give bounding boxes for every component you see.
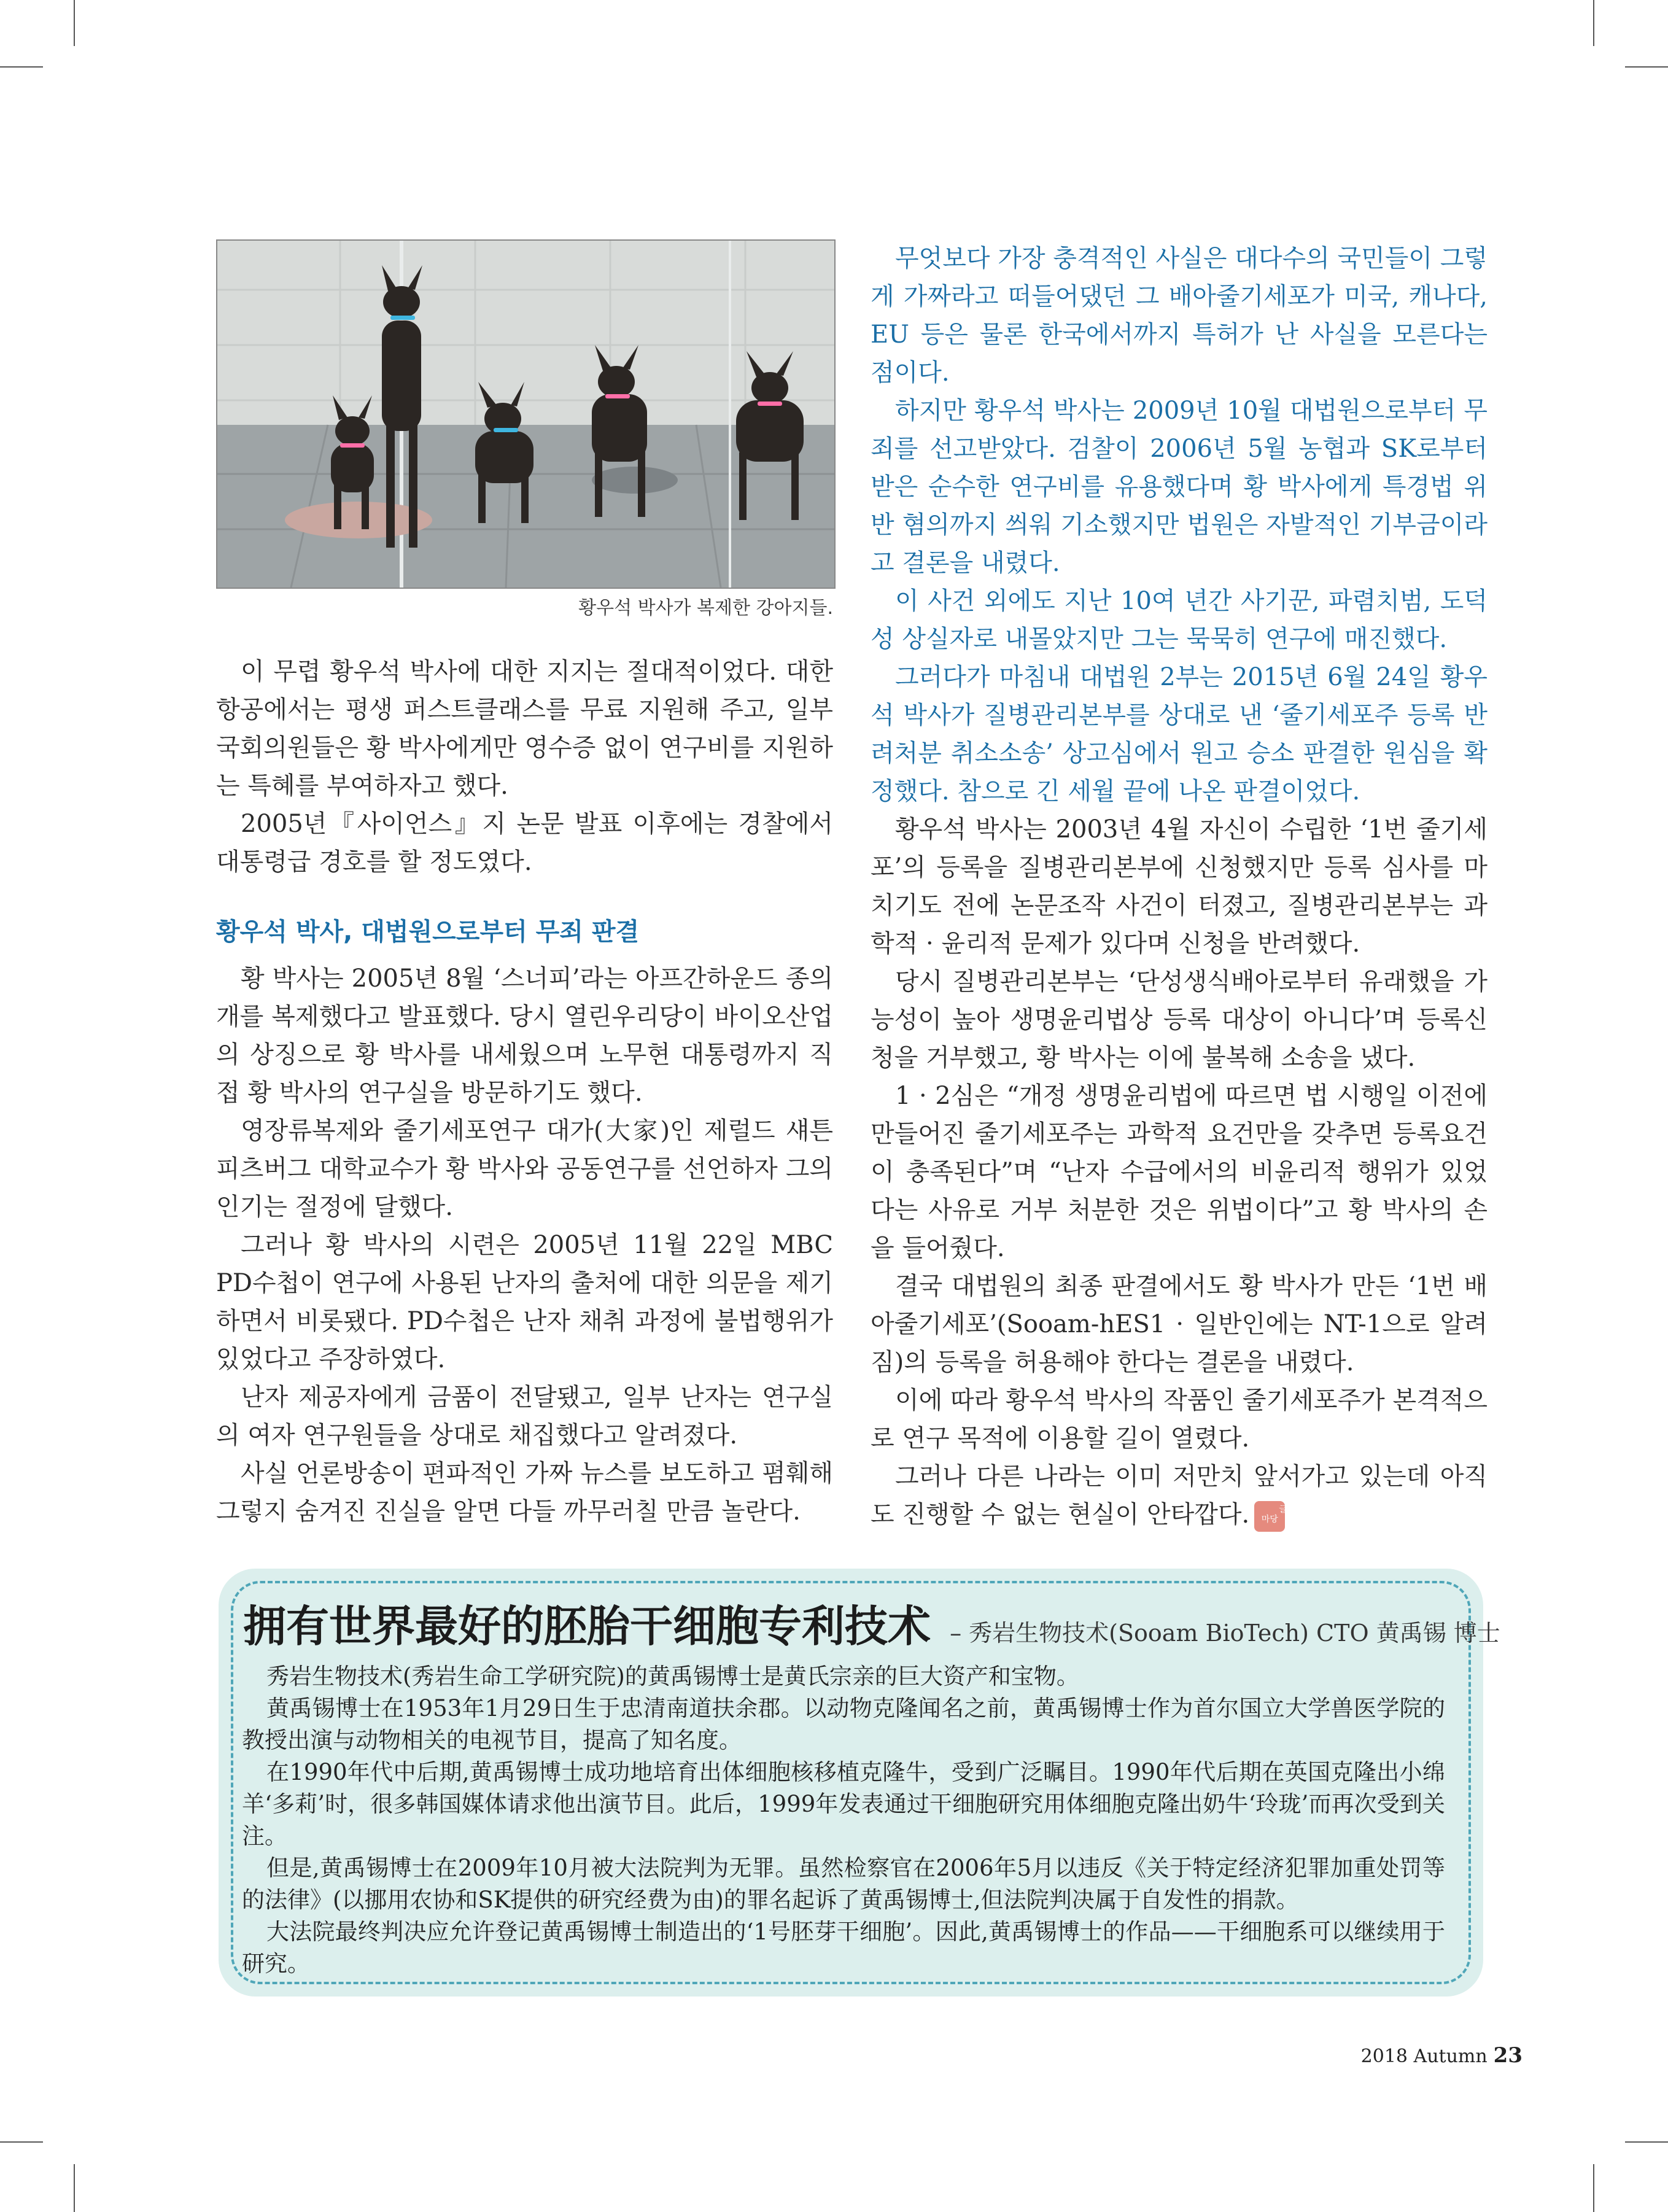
highlighted-paragraph: 무엇보다 가장 충격적인 사실은 대다수의 국민들이 그렇게 가짜라고 떠들어댔던 그 배아줄기세포가 미국, 캐나다, EU 등은 물론 한국에서까지 특허가 난 사실을 모른다는 점이다.	[871, 244, 1488, 387]
highlighted-paragraph: 그러다가 마침내 대법원 2부는 2015년 6월 24일 황우석 박사가 질병관리본부를 상대로 낸 ‘줄기세포주 등록 반려처분 취소소송’ 상고심에서 원고 승소 판결한 원심을 확정했다. 참으로 긴 세월 끝에 나온 판결이었다.	[871, 663, 1488, 805]
summary-paragraph: 但是,黄禹锡博士在2009年10月被大法院判为无罪。虽然检察官在2006年5月以违反《关于特定经济犯罪加重处罚等的法律》(以挪用农协和SK提供的研究经费为由)的罪名起诉了黄禹锡博士,但法院判决属于自发性的捐款。	[242, 1855, 1445, 1913]
summary-title: 拥有世界最好的胚胎干细胞专利技术	[243, 1601, 931, 1651]
issue-label: 2018 Autumn	[1360, 2046, 1488, 2067]
page-number: 23	[1493, 2043, 1523, 2068]
summary-body	[242, 1661, 1445, 1980]
crop-mark	[1593, 0, 1594, 46]
closing-text: 그러나 다른 나라는 이미 저만치 앞서가고 있는데 아직도 진행할 수 없는 현실이 안타깝다.	[871, 1462, 1488, 1529]
crop-mark	[74, 2164, 75, 2212]
body-paragraph: 황 박사는 2005년 8월 ‘스너피’라는 아프간하운드 종의 개를 복제했다고 발표했다. 당시 열린우리당이 바이오산업의 상징으로 황 박사를 내세웠으며 노무현 대통령까지 직접 황 박사의 연구실을 방문하기도 했다.	[216, 964, 833, 1107]
body-paragraph: 결국 대법원의 최종 판결에서도 황 박사가 만든 ‘1번 배아줄기세포’(Sooam-hES1 · 일반인에는 NT-1으로 알려짐)의 등록을 허용해야 한다는 결론을 내렸다.	[871, 1272, 1488, 1376]
body-paragraph: 2005년『사이언스』지 논문 발표 이후에는 경찰에서 대통령급 경호를 할 정도였다.	[216, 810, 833, 876]
end-stamp-icon: 글마당	[1254, 1501, 1285, 1532]
body-paragraph: 이에 따라 황우석 박사의 작품인 줄기세포주가 본격적으로 연구 목적에 이용할 길이 열렸다.	[871, 1386, 1488, 1453]
body-paragraph: 당시 질병관리본부는 ‘단성생식배아로부터 유래했을 가능성이 높아 생명윤리법상 등록 대상이 아니다’며 등록신청을 거부했고, 황 박사는 이에 불복해 소송을 냈다.	[871, 968, 1488, 1072]
summary-paragraph: 秀岩生物技术(秀岩生命工学研究院)的黄禹锡博士是黄氏宗亲的巨大资产和宝物。	[266, 1663, 1079, 1690]
crop-mark	[74, 0, 75, 46]
body-paragraph: 영장류복제와 줄기세포연구 대가(大家)인 제럴드 섀튼 피츠버그 대학교수가 황 박사와 공동연구를 선언하자 그의 인기는 절정에 달했다.	[216, 1117, 833, 1221]
summary-title-row	[243, 1592, 1500, 1654]
summary-paragraph: 黄禹锡博士在1953年1月29日生于忠清南道扶余郡。以动物克隆闻名之前，黄禹锡博士作为首尔国立大学兽医学院的教授出演与动物相关的电视节目，提高了知名度。	[242, 1695, 1445, 1753]
body-paragraph: 그러나 황 박사의 시련은 2005년 11월 22일 MBC PD수첩이 연구에 사용된 난자의 출처에 대한 의문을 제기하면서 비롯됐다. PD수첩은 난자 채취 과정에 불법행위가 있었다고 주장하였다.	[216, 1231, 833, 1373]
body-paragraph: 사실 언론방송이 편파적인 가짜 뉴스를 보도하고 폄훼해 그렇지 숨겨진 진실을 알면 다들 까무러칠 만큼 놀란다.	[216, 1459, 834, 1526]
crop-mark	[0, 66, 43, 68]
crop-mark	[1593, 2164, 1594, 2212]
right-column	[871, 239, 1488, 1534]
summary-subtitle: – 秀岩生物技术(Sooam BioTech) CTO 黄禹锡 博士	[950, 1620, 1500, 1647]
section-heading: 황우석 박사, 대법원으로부터 무죄 판결	[216, 918, 640, 946]
photo-caption: 황우석 박사가 복제한 강아지들.	[578, 597, 833, 619]
body-paragraph: 1 · 2심은 “개정 생명윤리법에 따르면 법 시행일 이전에 만들어진 줄기세포주는 과학적 요건만을 갖추면 등록요건이 충족된다”며 “난자 수급에서의 비윤리적 행위가 있었다는 사유로 거부 처분한 것은 위법이다”고 황 박사의 손을 들어줬다.	[871, 1082, 1488, 1262]
highlighted-paragraph: 이 사건 외에도 지난 10여 년간 사기꾼, 파렴치범, 도덕성 상실자로 내몰았지만 그는 묵묵히 연구에 매진했다.	[871, 587, 1488, 653]
left-column	[216, 653, 833, 1531]
closing-paragraph	[871, 1457, 1488, 1534]
crop-mark	[0, 2141, 43, 2143]
body-paragraph: 황우석 박사는 2003년 4월 자신이 수립한 ‘1번 줄기세포’의 등록을 질병관리본부에 신청했지만 등록 심사를 마치기도 전에 논문조작 사건이 터졌고, 질병관리본부는 과학적 · 윤리적 문제가 있다며 신청을 반려했다.	[871, 815, 1488, 958]
crop-mark	[1625, 2141, 1668, 2143]
body-paragraph: 이 무렵 황우석 박사에 대한 지지는 절대적이었다. 대한항공에서는 평생 퍼스트클래스를 무료 지원해 주고, 일부 국회의원들은 황 박사에게만 영수증 없이 연구비를 지원하는 특혜를 부여하자고 했다.	[216, 658, 833, 800]
summary-box	[219, 1569, 1500, 1997]
highlighted-paragraphs	[871, 239, 1488, 810]
summary-paragraph: 大法院最终判决应允许登记黄禹锡博士制造出的‘1号胚芽干细胞’。因此,黄禹锡博士的作品——干细胞系可以继续用于研究。	[242, 1919, 1445, 1977]
highlighted-paragraph: 하지만 황우석 박사는 2009년 10월 대법원으로부터 무죄를 선고받았다. 검찰이 2006년 5월 농협과 SK로부터 받은 순수한 연구비를 유용했다며 황 박사에게 특경법 위반 혐의까지 씌워 기소했지만 법원은 자발적인 기부금이라고 결론을 내렸다.	[871, 397, 1488, 577]
summary-paragraph: 在1990年代中后期,黄禹锡博士成功地培育出体细胞核移植克隆牛，受到广泛瞩目。1990年代后期在英国克隆出小绵羊‘多莉’时，很多韩国媒体请求他出演节目。此后，1999年发表通过干细胞研究用体细胞克隆出奶牛‘玲珑’而再次受到关注。	[242, 1759, 1445, 1849]
page-footer	[1351, 2043, 1523, 2068]
crop-mark	[1625, 66, 1668, 68]
body-paragraph: 난자 제공자에게 금품이 전달됐고, 일부 난자는 연구실의 여자 연구원들을 상대로 채집했다고 알려졌다.	[216, 1383, 833, 1449]
cloned-dogs-photo	[216, 239, 836, 589]
